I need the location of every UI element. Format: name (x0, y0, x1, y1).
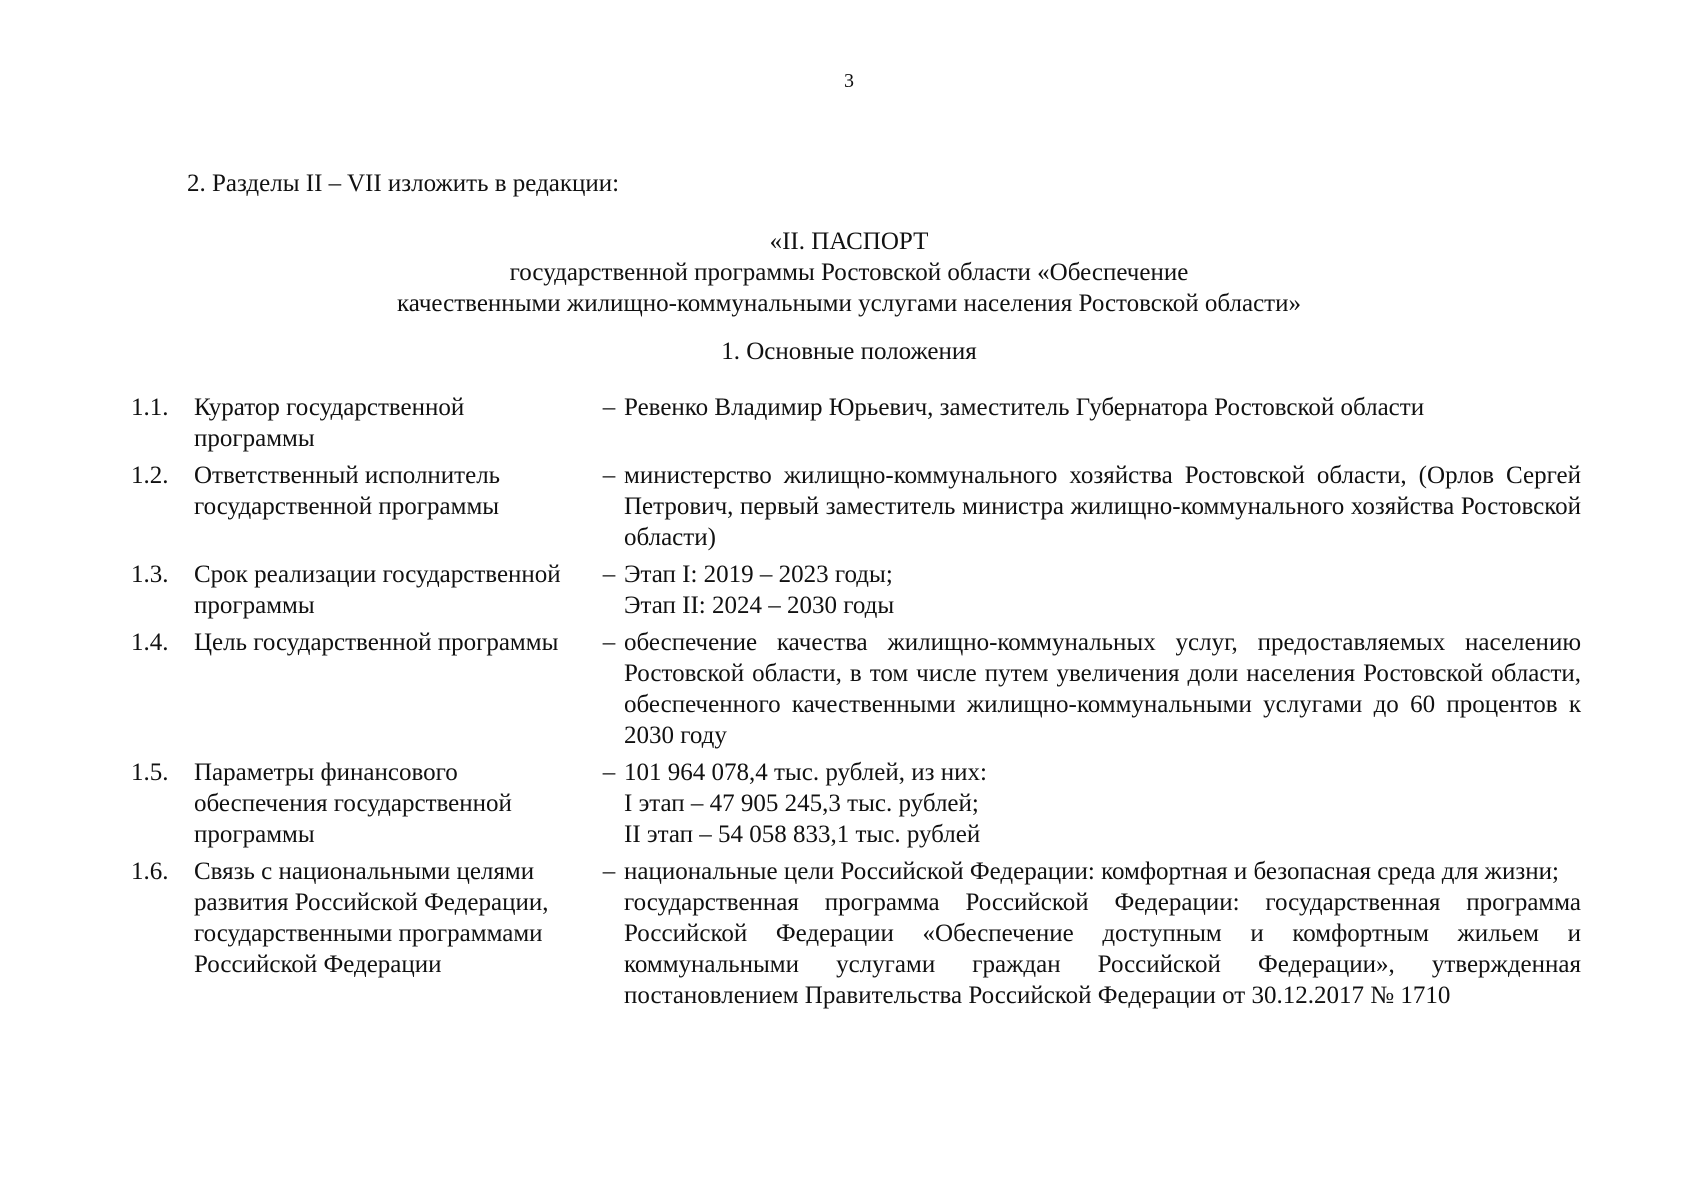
page-number: 3 (844, 70, 854, 92)
intro-paragraph: 2. Разделы II – VII изложить в редакции: (187, 170, 620, 197)
passport-row-1-4 (131, 627, 1581, 751)
item-value-line: Ревенко Владимир Юрьевич, заместитель Губернатора Ростовской области (624, 394, 1425, 421)
item-number: 1.4. (131, 629, 169, 656)
item-value (624, 392, 1581, 454)
item-value (624, 460, 1581, 553)
item-value (624, 627, 1581, 751)
passport-title: «II. ПАСПОРТ (769, 228, 929, 255)
item-number: 1.2. (131, 462, 169, 489)
item-number: 1.5. (131, 759, 169, 786)
passport-row-1-1 (131, 392, 1581, 454)
item-number: 1.3. (131, 561, 169, 588)
item-label: Ответственный исполнитель государственной программы (194, 462, 501, 520)
item-number: 1.6. (131, 858, 169, 885)
item-dash: – (602, 629, 616, 656)
item-value-line: национальные цели Российской Федерации: комфортная и безопасная среда для жизни; (624, 858, 1559, 885)
item-value-line: министерство жилищно-коммунального хозяйства Ростовской области, (Орлов Сергей Петрович, первый заместитель министра жилищно-коммунального хозяйства Ростовской области) (624, 462, 1581, 551)
item-label: Связь с национальными целями развития Российской Федерации, государственными программами Российской Федерации (194, 858, 549, 978)
item-dash: – (602, 394, 616, 421)
section-heading: 1. Основные положения (721, 338, 977, 365)
passport-subtitle-line-2: качественными жилищно-коммунальными услугами населения Ростовской области» (397, 290, 1301, 317)
item-dash: – (602, 462, 616, 489)
passport-subtitle-line-1: государственной программы Ростовской области «Обеспечение (509, 259, 1189, 286)
item-dash: – (602, 858, 616, 885)
item-value-line: II этап – 54 058 833,1 тыс. рублей (624, 821, 981, 848)
item-dash: – (602, 759, 616, 786)
passport-row-1-5 (131, 757, 1581, 850)
item-label: Срок реализации государственной программы (194, 561, 561, 619)
item-value-line: I этап – 47 905 245,3 тыс. рублей; (624, 790, 979, 817)
passport-table (131, 392, 1581, 1017)
item-value (624, 856, 1581, 1011)
item-label: Параметры финансового обеспечения государственной программы (194, 759, 512, 848)
item-value-line: государственная программа Российской Федерации: государственная программа Российской Федерации «Обеспечение доступным и комфортным жильем и коммунальными услугами граждан Российской Федерации», утвержденная постановлением Правительства Российской Федерации от 30.12.2017 № 1710 (624, 889, 1581, 1009)
passport-row-1-3 (131, 559, 1581, 621)
item-value-line: 101 964 078,4 тыс. рублей, из них: (624, 759, 987, 786)
passport-row-1-6 (131, 856, 1581, 1011)
item-value-line: Этап II: 2024 – 2030 годы (624, 592, 895, 619)
item-value-line: обеспечение качества жилищно-коммунальных услуг, предоставляемых населению Ростовской области, в том числе путем увеличения доли населения Ростовской области, обеспеченного качественными жилищно-коммунальными услугами до 60 процентов к 2030 году (624, 629, 1581, 749)
item-value (624, 757, 1581, 850)
item-value-line: Этап I: 2019 – 2023 годы; (624, 561, 893, 588)
item-dash: – (602, 561, 616, 588)
item-number: 1.1. (131, 394, 169, 421)
item-value (624, 559, 1581, 621)
passport-row-1-2 (131, 460, 1581, 553)
item-label: Куратор государственной программы (194, 394, 465, 452)
item-label: Цель государственной программы (194, 629, 559, 656)
